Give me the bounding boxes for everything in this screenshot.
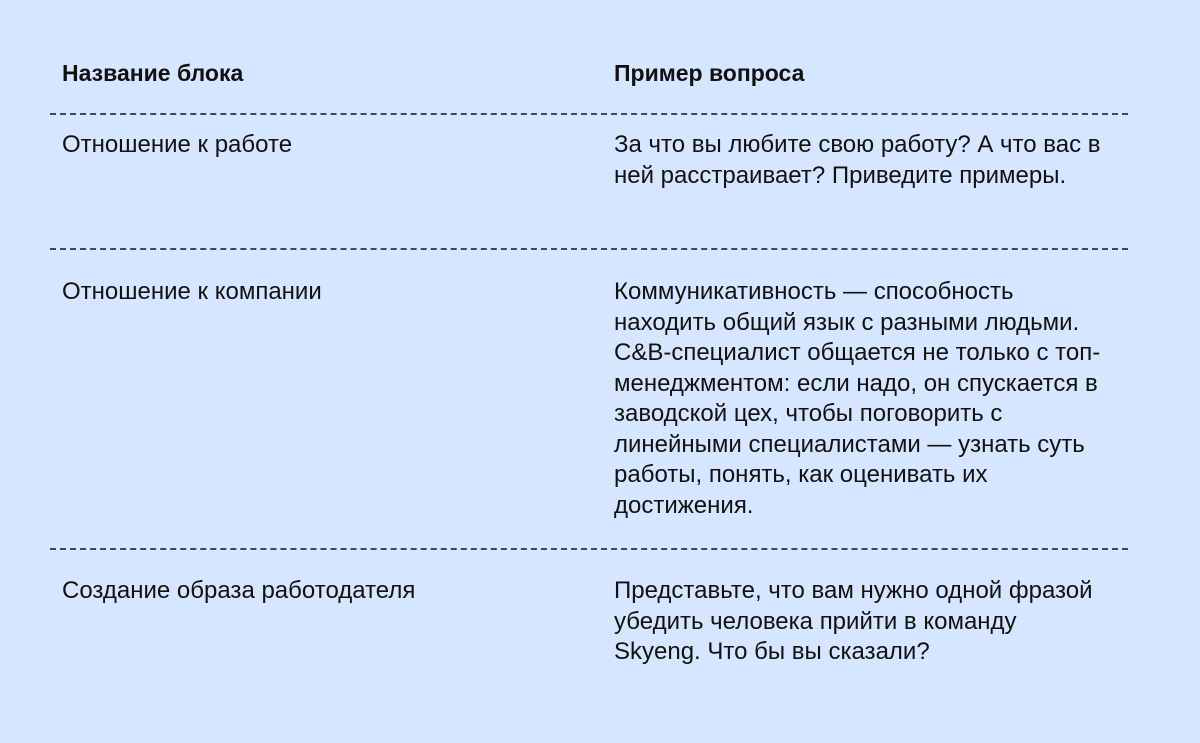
row-block-name: Отношение к компании [62, 278, 322, 305]
dashed-divider [50, 548, 1128, 550]
row-block-name: Отношение к работе [62, 131, 293, 158]
row-question: За что вы любите свою работу? А что вас в ней расстраивает? Приведите примеры. [614, 131, 1101, 189]
dashed-divider [50, 248, 1128, 250]
header-question-example: Пример вопроса [614, 60, 805, 86]
row-question: Представьте, что вам нужно одной фразой убедить человека прийти в команду Skyeng. Что бы вы сказали? [614, 577, 1093, 665]
table-header [62, 58, 1128, 94]
header-block-name: Название блока [62, 60, 244, 86]
row-block-name: Создание образа работодателя [62, 577, 416, 604]
dashed-divider [50, 113, 1128, 115]
row-question: Коммуникативность — способность находить общий язык с разными людьми. C&B-специалист общается не только с топ-менеджментом: если надо, он спускается в заводской цех, чтобы поговорить с линейными специалистами — узнать суть работы, понять, как оценивать их достижения. [614, 278, 1101, 519]
